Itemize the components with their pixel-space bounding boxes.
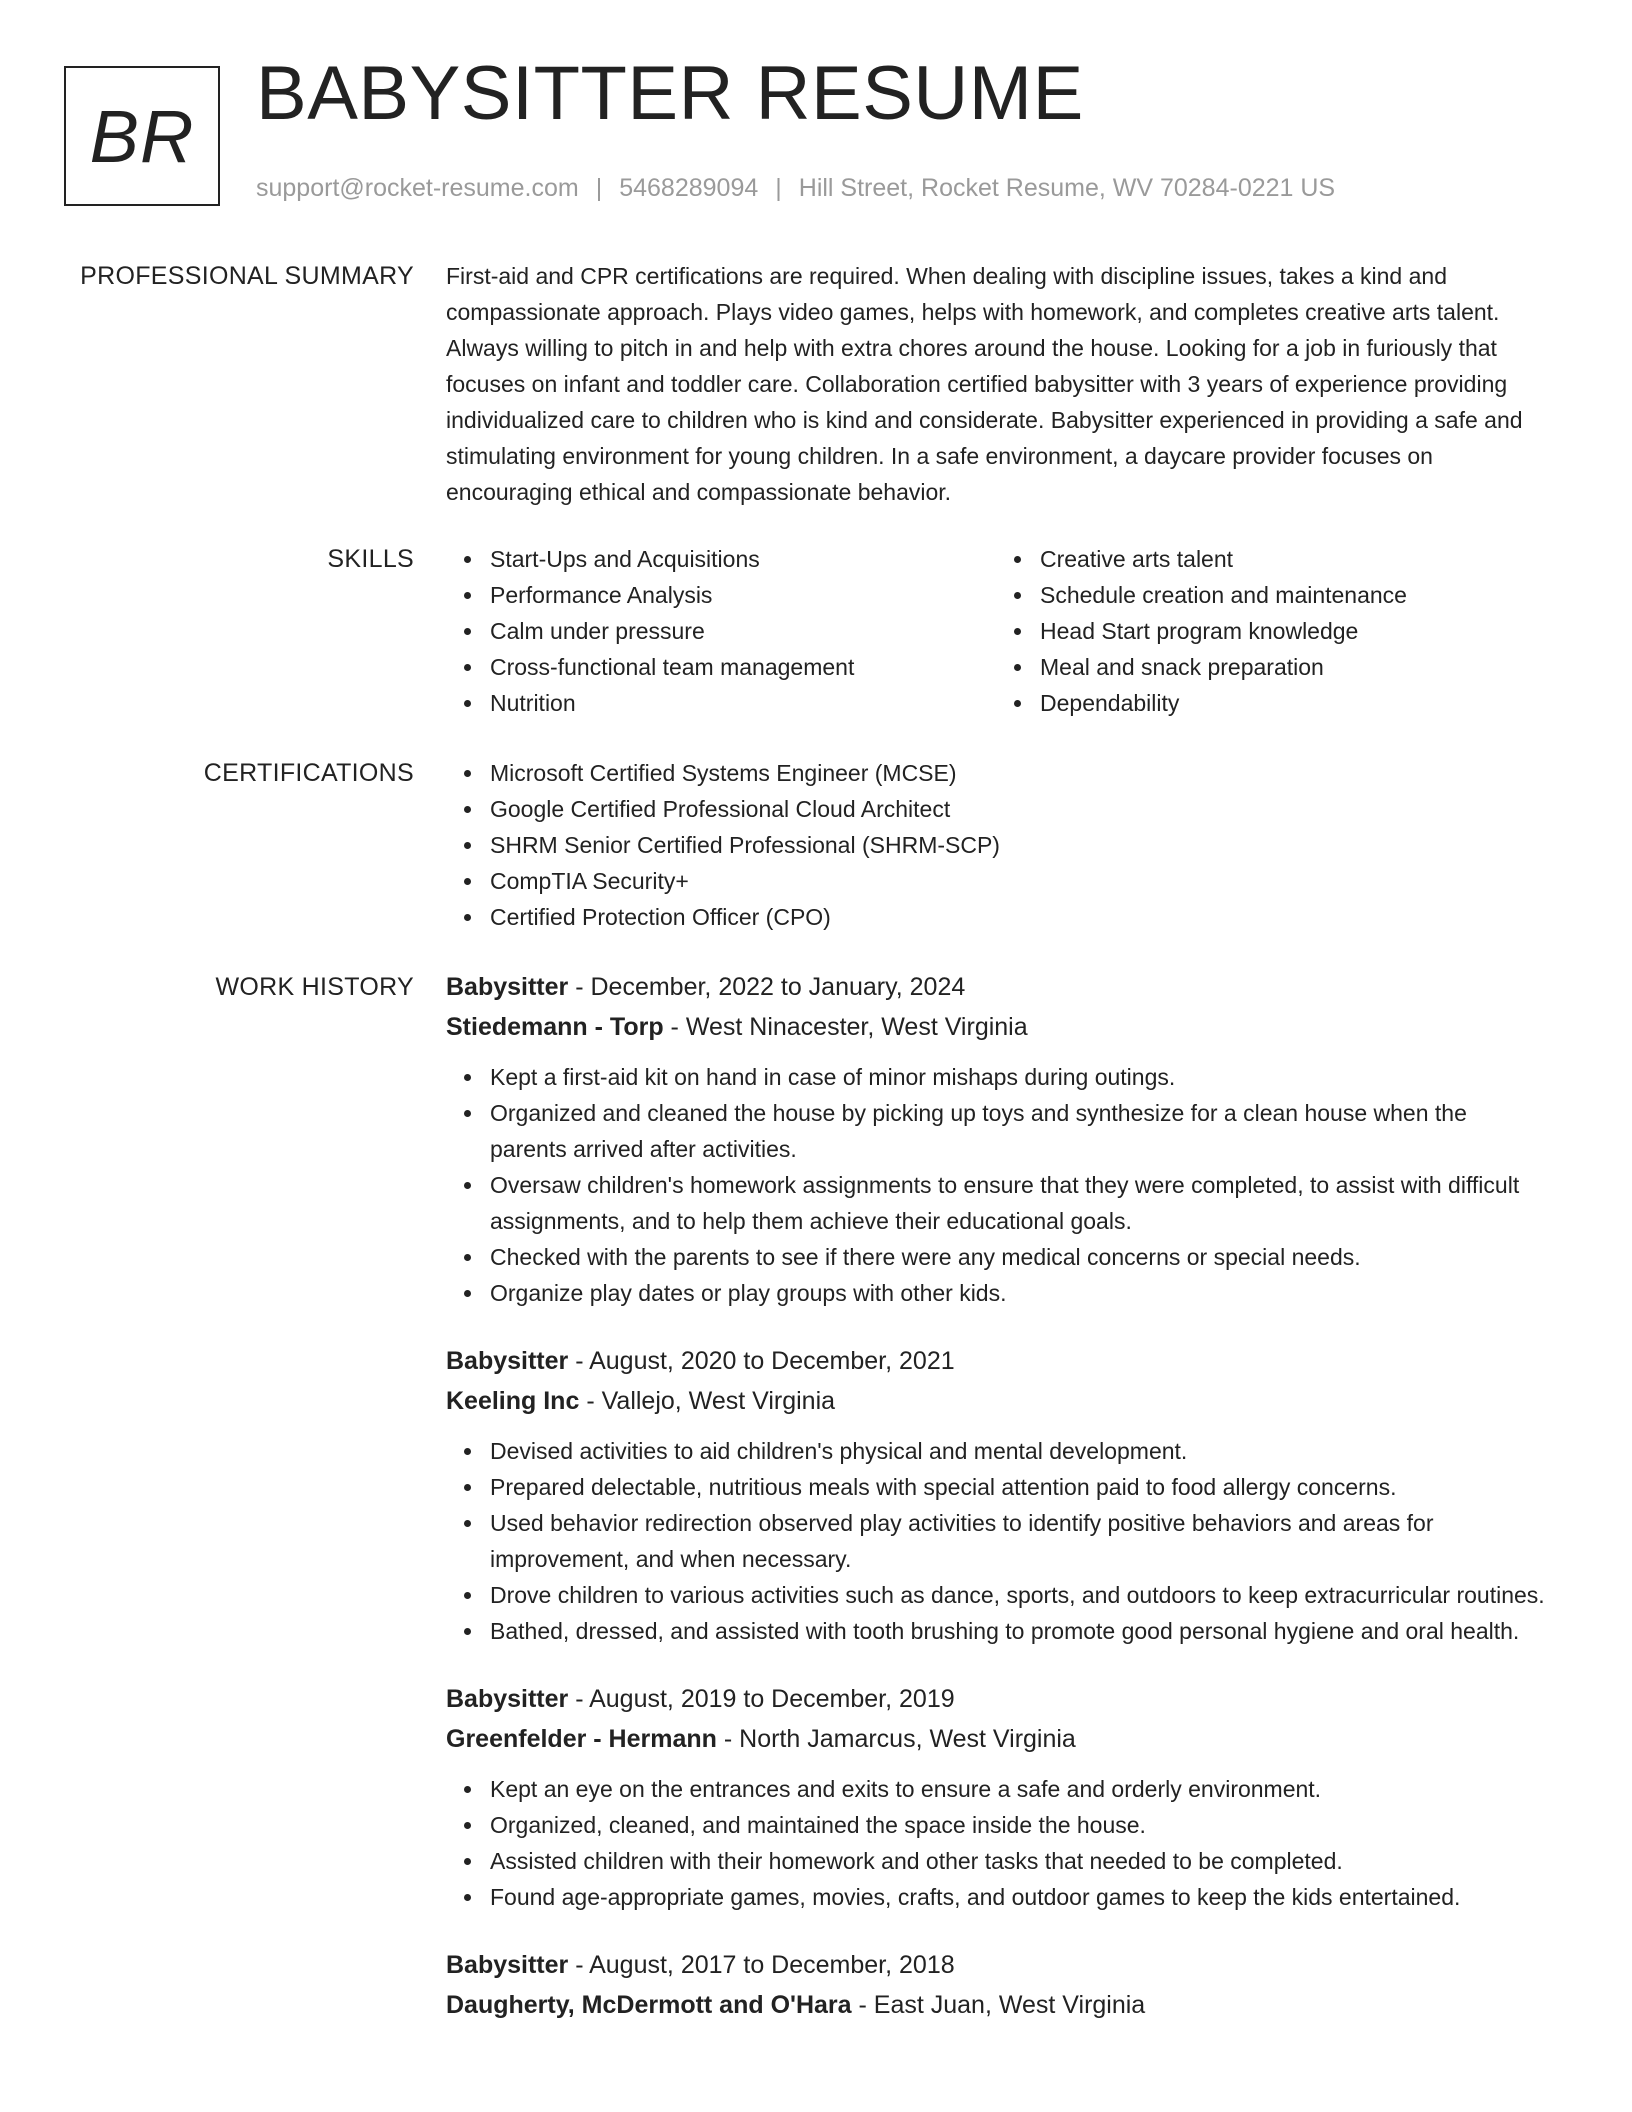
skills-list-left [446,541,996,721]
contact-phone[interactable]: 5468289094 [619,174,759,202]
job-dates: - December, 2022 to January, 2024 [568,973,966,1001]
job-duties-list [446,1771,1546,1915]
job-location: - East Juan, West Virginia [851,1991,1146,2019]
job-duty: Bathed, dressed, and assisted with tooth brushing to promote good personal hygiene and oral health. [490,1613,1546,1649]
contact-separator: | [775,174,782,202]
job-duty: Oversaw children's homework assignments to ensure that they were completed, to assist with difficult assignments, and to help them achieve their educational goals. [490,1167,1546,1239]
skill-item: Calm under pressure [490,613,996,649]
certifications-heading: CERTIFICATIONS [203,759,414,787]
work-history-heading: WORK HISTORY [215,973,414,1001]
certification-item: Certified Protection Officer (CPO) [490,899,1546,935]
skill-item: Start-Ups and Acquisitions [490,541,996,577]
skills-grid [446,541,1546,721]
skills-list-right [996,541,1546,721]
contact-address: Hill Street, Rocket Resume, WV 70284-0221 US [798,174,1336,202]
job-employer: Daugherty, McDermott and O'Hara [446,1991,852,2019]
job-duty: Drove children to various activities such as dance, sports, and outdoors to keep extracurricular routines. [490,1577,1546,1613]
job-location: - North Jamarcus, West Virginia [716,1725,1076,1753]
certification-item: SHRM Senior Certified Professional (SHRM-SCP) [490,827,1546,863]
contact-separator: | [595,174,603,202]
job-location: - Vallejo, West Virginia [579,1387,836,1415]
certification-item: Google Certified Professional Cloud Architect [490,791,1546,827]
skill-item: Nutrition [490,685,996,721]
monogram-initials: BR [89,94,195,178]
skill-item: Creative arts talent [1040,541,1546,577]
job-title-line [446,1679,1546,1719]
monogram-box [64,66,220,206]
contact-email[interactable]: support@rocket-resume.com [256,174,579,202]
skill-item: Meal and snack preparation [1040,649,1546,685]
job-duty: Kept an eye on the entrances and exits to ensure a safe and orderly environment. [490,1771,1546,1807]
job-title: Babysitter [446,973,569,1001]
summary-text: First-aid and CPR certifications are required. When dealing with discipline issues, takes a kind and compassionate approach. Plays video games, helps with homework, and completes creative arts talent. Always willing to pitch in and help with extra chores around the house. Looking for a job in furiously that focuses on infant and toddler care. Collaboration certified babysitter with 3 years of experience providing individualized care to children who is kind and considerate. Babysitter experienced in providing a safe and stimulating environment for young children. In a safe environment, a daycare provider focuses on encouraging ethical and compassionate behavior. [446,263,1523,505]
job-location: - West Ninacester, West Virginia [663,1013,1028,1041]
job-dates: - August, 2017 to December, 2018 [568,1951,955,1979]
certification-item: Microsoft Certified Systems Engineer (MCSE) [490,755,1546,791]
job-duty: Used behavior redirection observed play activities to identify positive behaviors and areas for improvement, and when necessary. [490,1505,1546,1577]
certifications-body [446,755,1546,935]
job-duty: Found age-appropriate games, movies, crafts, and outdoor games to keep the kids entertained. [490,1879,1546,1915]
skills-heading: SKILLS [327,545,414,573]
contact-line [256,174,1335,203]
job-duty: Assisted children with their homework and other tasks that needed to be completed. [490,1843,1546,1879]
job-title: Babysitter [446,1347,569,1375]
summary-body [446,258,1546,510]
job-title-line [446,1945,1546,1985]
job-title: Babysitter [446,1951,569,1979]
job-duty: Kept a first-aid kit on hand in case of minor mishaps during outings. [490,1059,1546,1095]
job-duty: Devised activities to aid children's physical and mental development. [490,1433,1546,1469]
job-entry [446,967,1546,1311]
job-employer-line [446,1985,1546,2025]
job-title-line [446,1341,1546,1381]
skill-item: Performance Analysis [490,577,996,613]
job-duty: Prepared delectable, nutritious meals with special attention paid to food allergy concerns. [490,1469,1546,1505]
job-duty: Organized and cleaned the house by picking up toys and synthesize for a clean house when the parents arrived after activities. [490,1095,1546,1167]
job-employer: Stiedemann - Torp [446,1013,664,1041]
job-employer-line [446,1381,1546,1421]
job-title: Babysitter [446,1685,569,1713]
job-dates: - August, 2020 to December, 2021 [568,1347,955,1375]
job-entry [446,1341,1546,1649]
skill-item: Schedule creation and maintenance [1040,577,1546,613]
job-duty: Organized, cleaned, and maintained the space inside the house. [490,1807,1546,1843]
job-duties-list [446,1059,1546,1311]
job-employer-line [446,1007,1546,1047]
job-title-line [446,967,1546,1007]
summary-heading: PROFESSIONAL SUMMARY [80,262,414,290]
skill-item: Head Start program knowledge [1040,613,1546,649]
job-employer: Keeling Inc [446,1387,580,1415]
job-duty: Organize play dates or play groups with other kids. [490,1275,1546,1311]
skill-item: Dependability [1040,685,1546,721]
certification-item: CompTIA Security+ [490,863,1546,899]
certifications-list [446,755,1546,935]
job-employer-line [446,1719,1546,1759]
job-entry [446,1679,1546,1915]
job-duties-list [446,1433,1546,1649]
job-duty: Checked with the parents to see if there were any medical concerns or special needs. [490,1239,1546,1275]
work-history-body [446,967,1546,2055]
job-employer: Greenfelder - Hermann [446,1725,717,1753]
skill-item: Cross-functional team management [490,649,996,685]
resume-title: BABYSITTER RESUME [256,51,1084,136]
job-dates: - August, 2019 to December, 2019 [568,1685,955,1713]
skills-body [446,541,1546,721]
job-entry [446,1945,1546,2025]
